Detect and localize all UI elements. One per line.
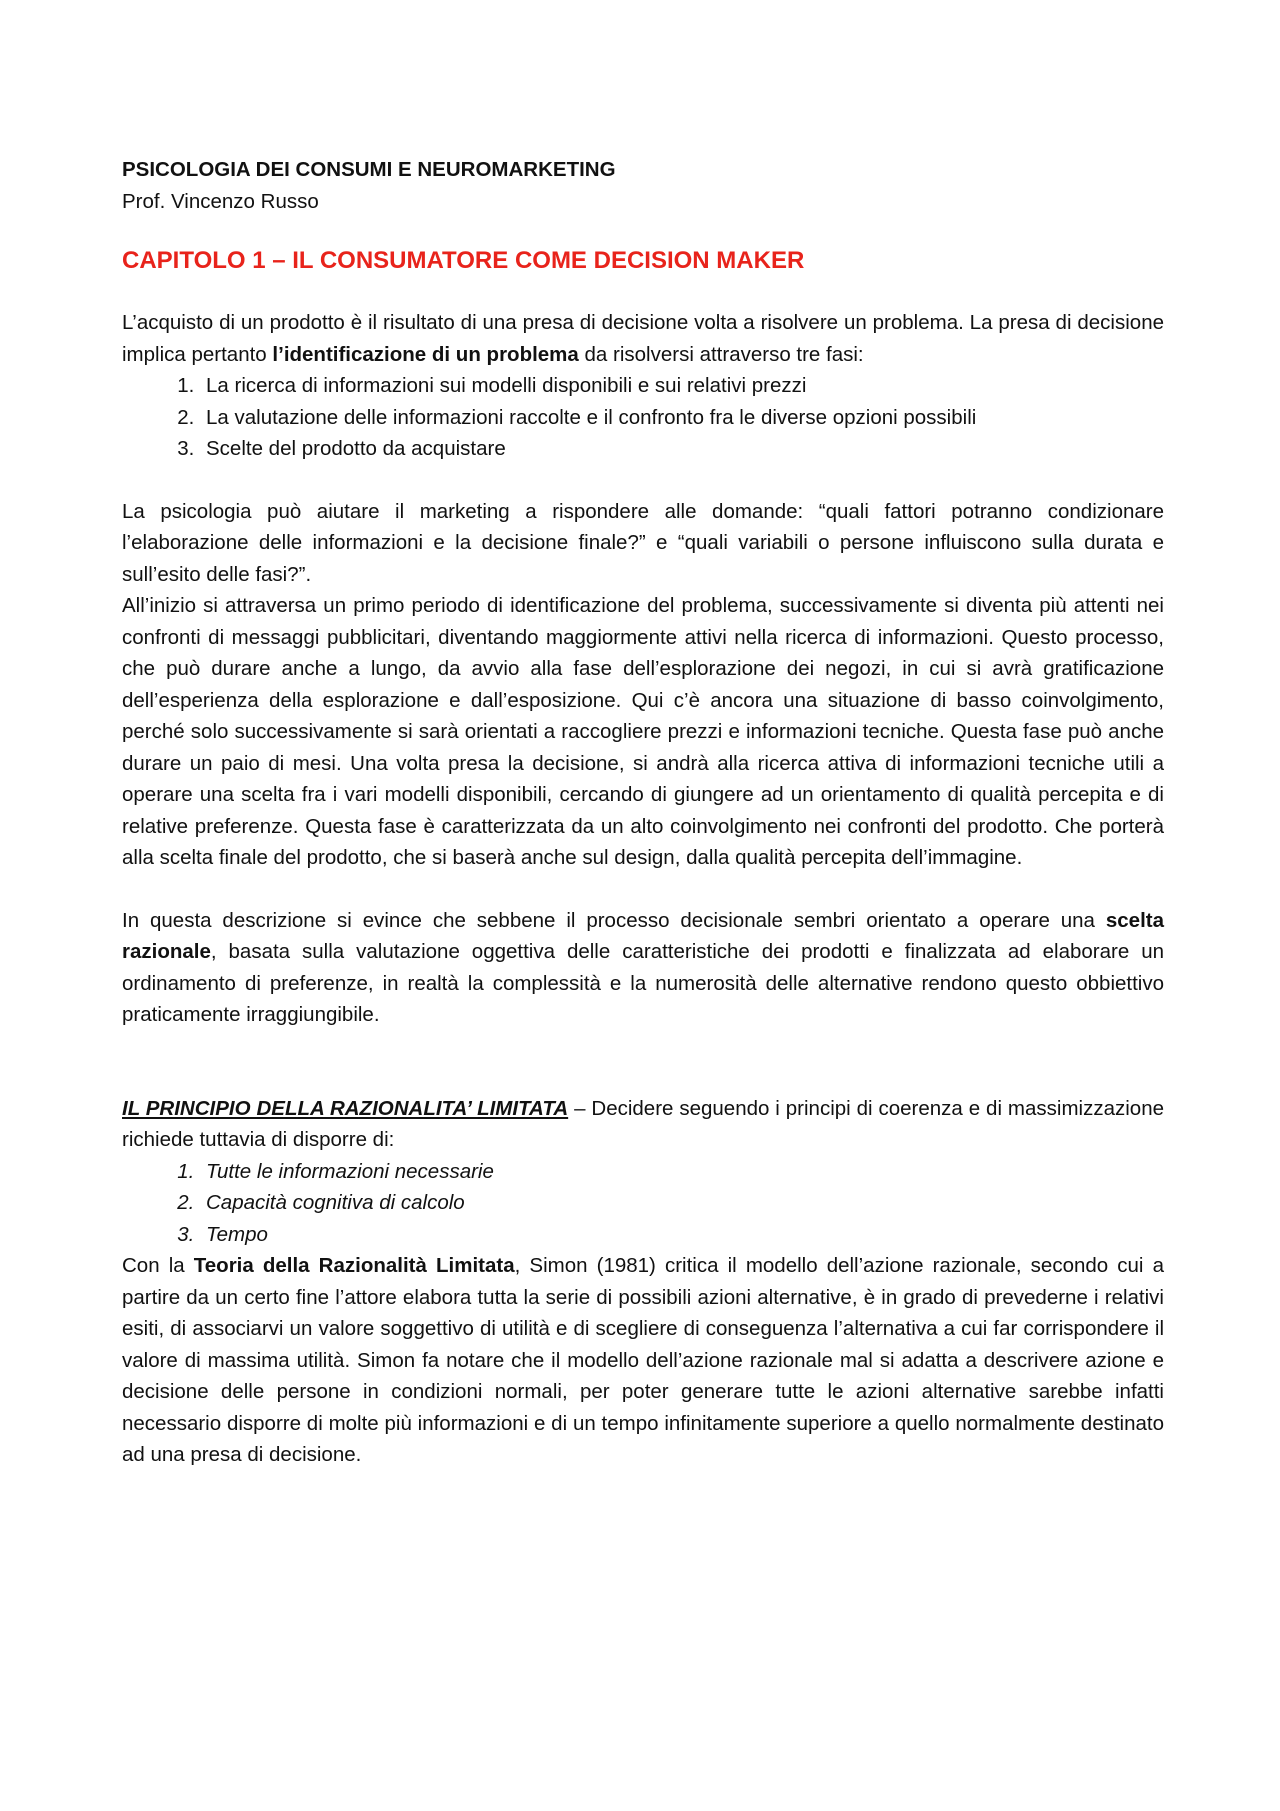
section-title: IL PRINCIPIO DELLA RAZIONALITA’ LIMITATA	[122, 1096, 569, 1120]
rational-bold-term: scelta razionale	[122, 908, 1164, 963]
simon-text-end: , Simon (1981) critica il modello dell’azione razionale, secondo cui a partire da un certo fine l’attore elabora tutta la serie di possibili azioni alternative, è in grado di prevederne i relativi esiti, di associarvi un valore soggettivo di utilità e di scegliere di conseguenza l’alternativa a cui far corrispondere il valore di massima utilità. Simon fa notare che il modello dell’azione razionale mal si adatta a descrivere azione e decisione delle persone in condizioni normali, per poter generare tutte le azioni alternative sarebbe infatti necessario disporre di molte più informazioni e di un tempo infinitamente superiore a quello normalmente destinato ad una presa di decisione.	[122, 1254, 1164, 1466]
simon-paragraph	[122, 1250, 1164, 1471]
process-paragraph: All’inizio si attraversa un primo periodo di identificazione del problema, successivamente si diventa più attenti nei confronti di messaggi pubblicitari, diventando maggiormente attivi nella ricerca di informazioni. Questo processo, che può durare anche a lungo, da avvio alla fase dell’esplorazione dei negozi, in cui si avrà gratificazione dell’esperienza della esplorazione e dall’esposizione. Qui c’è ancora una situazione di basso coinvolgimento, perché solo successivamente si sarà orientati a raccogliere prezzi e informazioni tecniche. Questa fase può anche durare un paio di mesi. Una volta presa la decisione, si andrà alla ricerca attiva di informazioni tecniche utili a operare una scelta fra i vari modelli disponibili, cercando di giungere ad un orientamento di qualità percepita e di relative preferenze. Questa fase è caratterizzata da un alto coinvolgimento nei confronti del prodotto. Che porterà alla scelta finale del prodotto, che si baserà anche sul design, dalla qualità percepita dell’immagine.	[122, 594, 1164, 869]
course-title: PSICOLOGIA DEI CONSUMI E NEUROMARKETING	[122, 158, 616, 181]
spacer	[122, 1031, 1164, 1093]
list-item: 3. Tempo	[200, 1219, 1164, 1251]
professor-name: Prof. Vincenzo Russo	[122, 189, 319, 213]
spacer	[122, 874, 1164, 905]
psychology-paragraph: La psicologia può aiutare il marketing a rispondere alle domande: “quali fattori potranno condizionare l’elaborazione delle informazioni e la decisione finale?” e “quali variabili o persone influiscono sulla durata e sull’esito delle fasi?”.	[122, 499, 1164, 586]
list-item: 2. Capacità cognitiva di calcolo	[200, 1187, 1164, 1219]
intro-text-start: L’acquisto di un prodotto è il risultato di una presa di decisione volta a risolvere un problema. La presa di decisione implica pertanto	[122, 311, 1164, 366]
list-item: 1. La ricerca di informazioni sui modelli disponibili e sui relativi prezzi	[200, 370, 1164, 402]
list-item: 1. Tutte le informazioni necessarie	[200, 1156, 1164, 1188]
rational-text-end: , basata sulla valutazione oggettiva delle caratteristiche dei prodotti e finalizzata ad elaborare un ordinamento di preferenze, in realtà la complessità e la numerosità delle alternative rendono questo obbiettivo praticamente irraggiungibile.	[122, 940, 1164, 1026]
rational-text-start: In questa descrizione si evince che sebbene il processo decisionale sembri orientato a operare una	[122, 908, 1106, 932]
rational-choice-paragraph	[122, 905, 1164, 1031]
chapter-title: CAPITOLO 1 – IL CONSUMATORE COME DECISION MAKER	[122, 247, 805, 274]
list-item: 3. Scelte del prodotto da acquistare	[200, 433, 1164, 465]
intro-paragraph	[122, 307, 1164, 370]
intro-bold-term: l’identificazione di un problema	[272, 342, 579, 366]
section-intro-text: – Decidere seguendo i principi di coerenza e di massimizzazione richiede tuttavia di disporre di:	[122, 1096, 1165, 1151]
spacer	[122, 465, 1164, 496]
intro-text-end: da risolversi attraverso tre fasi:	[578, 342, 864, 366]
limited-rationality-paragraph	[122, 1093, 1164, 1156]
requirements-list	[122, 1156, 1164, 1251]
list-item: 2. La valutazione delle informazioni raccolte e il confronto fra le diverse opzioni possibili	[200, 402, 1164, 434]
simon-bold-term: Teoria della Razionalità Limitata	[193, 1254, 515, 1277]
simon-text-start: Con la	[122, 1254, 194, 1277]
phases-list	[122, 370, 1164, 465]
